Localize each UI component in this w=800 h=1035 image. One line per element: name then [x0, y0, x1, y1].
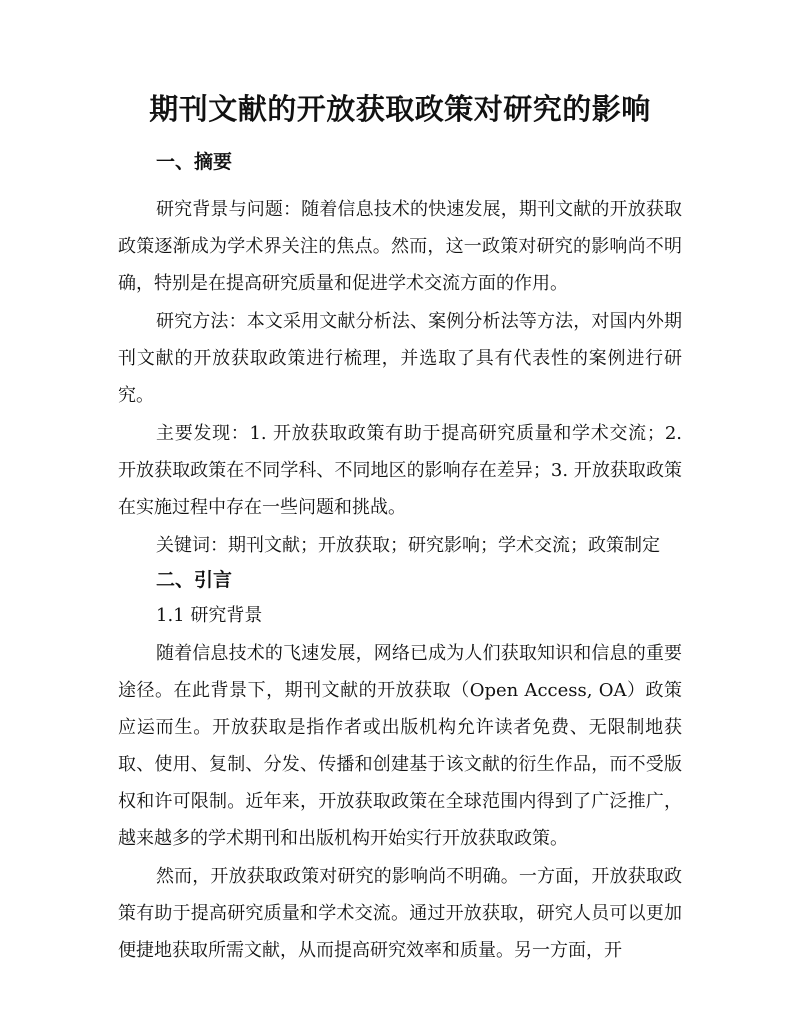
introduction-heading: 二、引言	[156, 568, 233, 591]
abstract-heading: 一、摘要	[156, 150, 233, 173]
introduction-paragraph-1: 随着信息技术的飞速发展，网络已成为人们获取知识和信息的重要途径。在此背景下，期刊文献的开放获取（Open Access, OA）政策应运而生。开放获取是指作者或出版机构允许读者免费、无限制地获取、使用、复制、分发、传播和创建基于该文献的衍生作品，而不受版权和许可限制。近年来，开放获取政策在全球范围内得到了广泛推广，越来越多的学术期刊和出版机构开始实行开放获取政策。	[118, 642, 682, 849]
document-title: 期刊文献的开放获取政策对研究的影响	[149, 92, 651, 126]
subsection-heading-research-background: 1.1 研究背景	[156, 604, 263, 626]
abstract-method-paragraph: 研究方法：本文采用文献分析法、案例分析法等方法，对国内外期刊文献的开放获取政策进行梳理，并选取了具有代表性的案例进行研究。	[118, 310, 682, 406]
keywords-line: 关键词：期刊文献；开放获取；研究影响；学术交流；政策制定	[156, 534, 660, 556]
abstract-background-paragraph: 研究背景与问题：随着信息技术的快速发展，期刊文献的开放获取政策逐渐成为学术界关注的焦点。然而，这一政策对研究的影响尚不明确，特别是在提高研究质量和促进学术交流方面的作用。	[118, 198, 682, 294]
introduction-paragraph-2: 然而，开放获取政策对研究的影响尚不明确。一方面，开放获取政策有助于提高研究质量和学术交流。通过开放获取，研究人员可以更加便捷地获取所需文献，从而提高研究效率和质量。另一方面，开	[118, 865, 682, 961]
abstract-findings-paragraph: 主要发现：1. 开放获取政策有助于提高研究质量和学术交流；2. 开放获取政策在不同学科、不同地区的影响存在差异；3. 开放获取政策在实施过程中存在一些问题和挑战。	[118, 422, 682, 518]
